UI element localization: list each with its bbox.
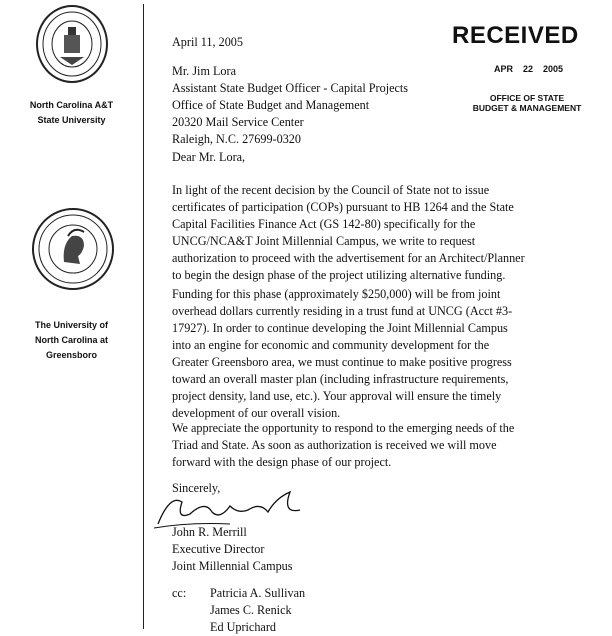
institution-name-line: The University of: [34, 320, 108, 330]
stamp-office-line: OFFICE OF STATE: [489, 93, 565, 103]
recipient-address: [172, 63, 408, 148]
paragraph-line: certificates of participation (COPs) pursuant to HB 1264 and the State: [172, 200, 514, 214]
closing: Sincerely,: [172, 481, 221, 495]
received-stamp-date: [494, 64, 563, 74]
paragraph-line: Funding for this phase (approximately $250,000) will be from joint: [172, 287, 501, 301]
paragraph-line: forward with the design phase of our project.: [172, 455, 392, 469]
cc-recipient: Patricia A. Sullivan: [210, 586, 306, 600]
institution-name-line: North Carolina at: [34, 335, 108, 345]
uncg-seal-icon: [32, 208, 114, 290]
sidebar-divider: [143, 4, 144, 629]
stamp-office-line: BUDGET & MANAGEMENT: [472, 103, 582, 113]
stamp-month: APR: [494, 64, 514, 74]
address-line: 20320 Mail Service Center: [172, 115, 304, 129]
address-line: Raleigh, N.C. 27699-0320: [172, 132, 301, 146]
paragraph-line: Triad and State. As soon as authorization is received we will move: [172, 438, 497, 452]
body-paragraph-2: [172, 286, 512, 422]
letterhead-sidebar: [0, 0, 143, 629]
paragraph-line: project density, land use, etc.). Your approval will ensure the timely: [172, 389, 502, 403]
paragraph-line: UNCG/NCA&T Joint Millennial Campus, we write to request: [172, 234, 476, 248]
stamp-year: 2005: [543, 64, 564, 74]
address-line: Office of State Budget and Management: [172, 98, 370, 112]
institution-name-line: North Carolina A&T: [29, 100, 114, 110]
institution-name-line: Greensboro: [45, 350, 97, 360]
received-stamp-office: [462, 93, 592, 113]
body-paragraph-1: [172, 182, 525, 284]
institution-name-line: State University: [37, 115, 106, 125]
paragraph-line: Capital Facilities Finance Act (GS 142-80) specifically for the: [172, 217, 476, 231]
received-stamp: RECEIVED: [452, 22, 579, 49]
cc-label: cc:: [172, 586, 187, 600]
cc-list: [210, 585, 305, 636]
signer-title: Executive Director: [172, 542, 265, 556]
paragraph-line: In light of the recent decision by the Council of State not to issue: [172, 183, 490, 197]
signature-block: [172, 524, 293, 575]
institution-name-ncat: [0, 98, 143, 128]
body-paragraph-3: [172, 420, 514, 471]
letter-date: April 11, 2005: [172, 35, 243, 49]
address-line: Assistant State Budget Officer - Capital Projects: [172, 81, 409, 95]
stamp-day: 22: [523, 64, 534, 74]
institution-name-uncg: [0, 318, 143, 363]
cc-recipient: James C. Renick: [210, 603, 292, 617]
cc-recipient: Ed Uprichard: [210, 620, 276, 634]
paragraph-line: into an engine for economic and community development for the: [172, 338, 490, 352]
paragraph-line: Greater Greensboro area, we must continue to make positive progress: [172, 355, 512, 369]
paragraph-line: overhead dollars currently residing in a trust fund at UNCG (Acct #3-: [172, 304, 513, 318]
signer-organization: Joint Millennial Campus: [172, 559, 293, 573]
paragraph-line: 17927). In order to continue developing the Joint Millennial Campus: [172, 321, 508, 335]
paragraph-line: authorization to proceed with the advertisement for an Architect/Planner: [172, 251, 525, 265]
address-line: Mr. Jim Lora: [172, 64, 236, 78]
paragraph-line: toward an overall master plan (including infrastructure requirements,: [172, 372, 509, 386]
paragraph-line: We appreciate the opportunity to respond to the emerging needs of the: [172, 421, 515, 435]
signer-name: John R. Merrill: [172, 525, 247, 539]
nc-at-seal-icon: [36, 5, 108, 83]
paragraph-line: to begin the design phase of the project utilizing alternative funding.: [172, 268, 506, 282]
paragraph-line: development of our overall vision.: [172, 406, 341, 420]
salutation: Dear Mr. Lora,: [172, 150, 246, 164]
